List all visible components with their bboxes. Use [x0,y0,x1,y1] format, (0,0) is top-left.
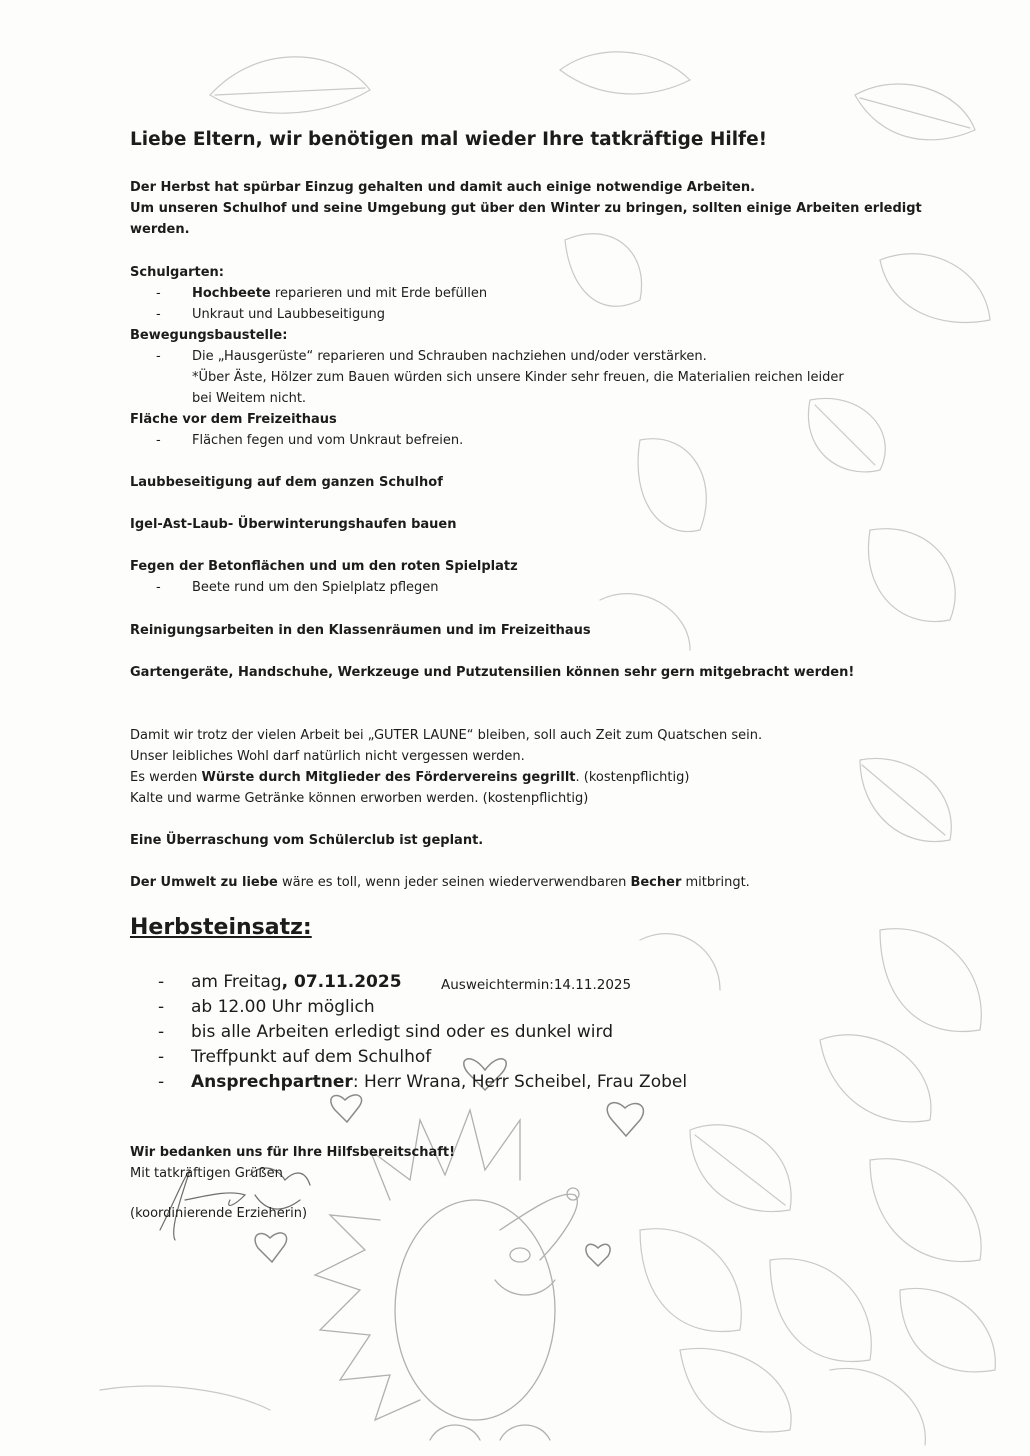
intro-paragraph [130,177,922,240]
alternate-date: Ausweichtermin:14.11.2025 [441,977,632,993]
flaeche-heading: Fläche vor dem Freizeithaus [130,412,337,427]
closing-greeting: Mit tatkräftigen Grüßen [130,1166,283,1181]
einsatz-until-row: - bis alle Arbeiten erledigt sind oder es dunkel wird [130,1020,687,1045]
task-list-top [130,262,844,451]
ueberraschung-note: Eine Überraschung vom Schülerclub ist geplant. [130,833,484,848]
bullet-dash: - [156,349,161,364]
geraete-note: Gartengeräte, Handschuhe, Werkzeuge und Putzutensilien können sehr gern mitgebracht werden! [130,665,855,680]
fegen-heading: Fegen der Betonflächen und um den roten Spielplatz [130,559,518,574]
bullet-dash: - [156,580,161,595]
bullet-dash: - [156,286,161,301]
bewegung-note-1: *Über Äste, Hölzer zum Bauen würden sich unsere Kinder sehr freuen, die Materialien reichen leider [192,370,844,385]
schulgarten-item-2: - Unkraut und Laubbeseitigung [130,304,844,325]
umwelt-note: Der Umwelt zu liebe wäre es toll, wenn jeder seinen wiederverwendbaren Becher mitbringt. [130,875,750,890]
closing-block [130,1142,455,1224]
bullet-dash: - [156,307,161,322]
schulgarten-heading: Schulgarten: [130,265,225,280]
intro-line-1: Der Herbst hat spürbar Einzug gehalten und damit auch einige notwendige Arbeiten. [130,180,756,195]
flaeche-item-1: - Flächen fegen und vom Unkraut befreien. [130,430,844,451]
bullet-dash: - [156,433,161,448]
intro-line-3: werden. [130,222,190,237]
bullet-dash: - [158,997,165,1017]
bullet-dash: - [158,1047,165,1067]
fegen-item-1: - Beete rund um den Spielplatz pflegen [130,577,518,598]
fegen-section [130,556,518,598]
bewegung-item-1: - Die „Hausgerüste“ reparieren und Schrauben nachziehen und/oder verstärken. [130,346,844,367]
herbsteinsatz-details [130,970,687,1095]
einsatz-meeting-row: - Treffpunkt auf dem Schulhof [130,1045,687,1070]
einsatz-time-row: - ab 12.00 Uhr möglich [130,995,687,1020]
bewegung-heading: Bewegungsbaustelle: [130,328,288,343]
bewegung-note-2: bei Weitem nicht. [192,391,307,406]
schulgarten-item-1: - Hochbeete reparieren und mit Erde befüllen [130,283,844,304]
wohl-line-3: Es werden Würste durch Mitglieder des Fördervereins gegrillt. (kostenpflichtig) [130,770,690,785]
wohl-line-2: Unser leibliches Wohl darf natürlich nicht vergessen werden. [130,749,525,764]
wohl-paragraph [130,725,762,809]
laub-heading: Laubbeseitigung auf dem ganzen Schulhof [130,475,443,490]
bullet-dash: - [158,1022,165,1042]
wohl-line-4: Kalte und warme Getränke können erworben werden. (kostenpflichtig) [130,791,589,806]
bullet-dash: - [158,972,165,992]
bullet-dash: - [158,1072,165,1092]
page-title: Liebe Eltern, wir benötigen mal wieder Ihre tatkräftige Hilfe! [130,129,768,150]
einsatz-date-row: - am Freitag, 07.11.2025 Ausweichtermin:14.11.2025 [130,970,687,995]
herbsteinsatz-heading: Herbsteinsatz: [130,915,312,940]
igel-heading: Igel-Ast-Laub- Überwinterungshaufen bauen [130,517,457,532]
closing-role: (koordinierende Erzieherin) [130,1206,308,1221]
reinigung-heading: Reinigungsarbeiten in den Klassenräumen und im Freizeithaus [130,623,591,638]
einsatz-contact-row: - Ansprechpartner: Herr Wrana, Herr Scheibel, Frau Zobel [130,1070,687,1095]
intro-line-2: Um unseren Schulhof und seine Umgebung gut über den Winter zu bringen, sollten einige Arbeiten erledigt [130,201,922,216]
wohl-line-1: Damit wir trotz der vielen Arbeit bei „GUTER LAUNE“ bleiben, soll auch Zeit zum Quatschen sein. [130,728,763,743]
closing-thanks: Wir bedanken uns für Ihre Hilfsbereitschaft! [130,1145,456,1160]
